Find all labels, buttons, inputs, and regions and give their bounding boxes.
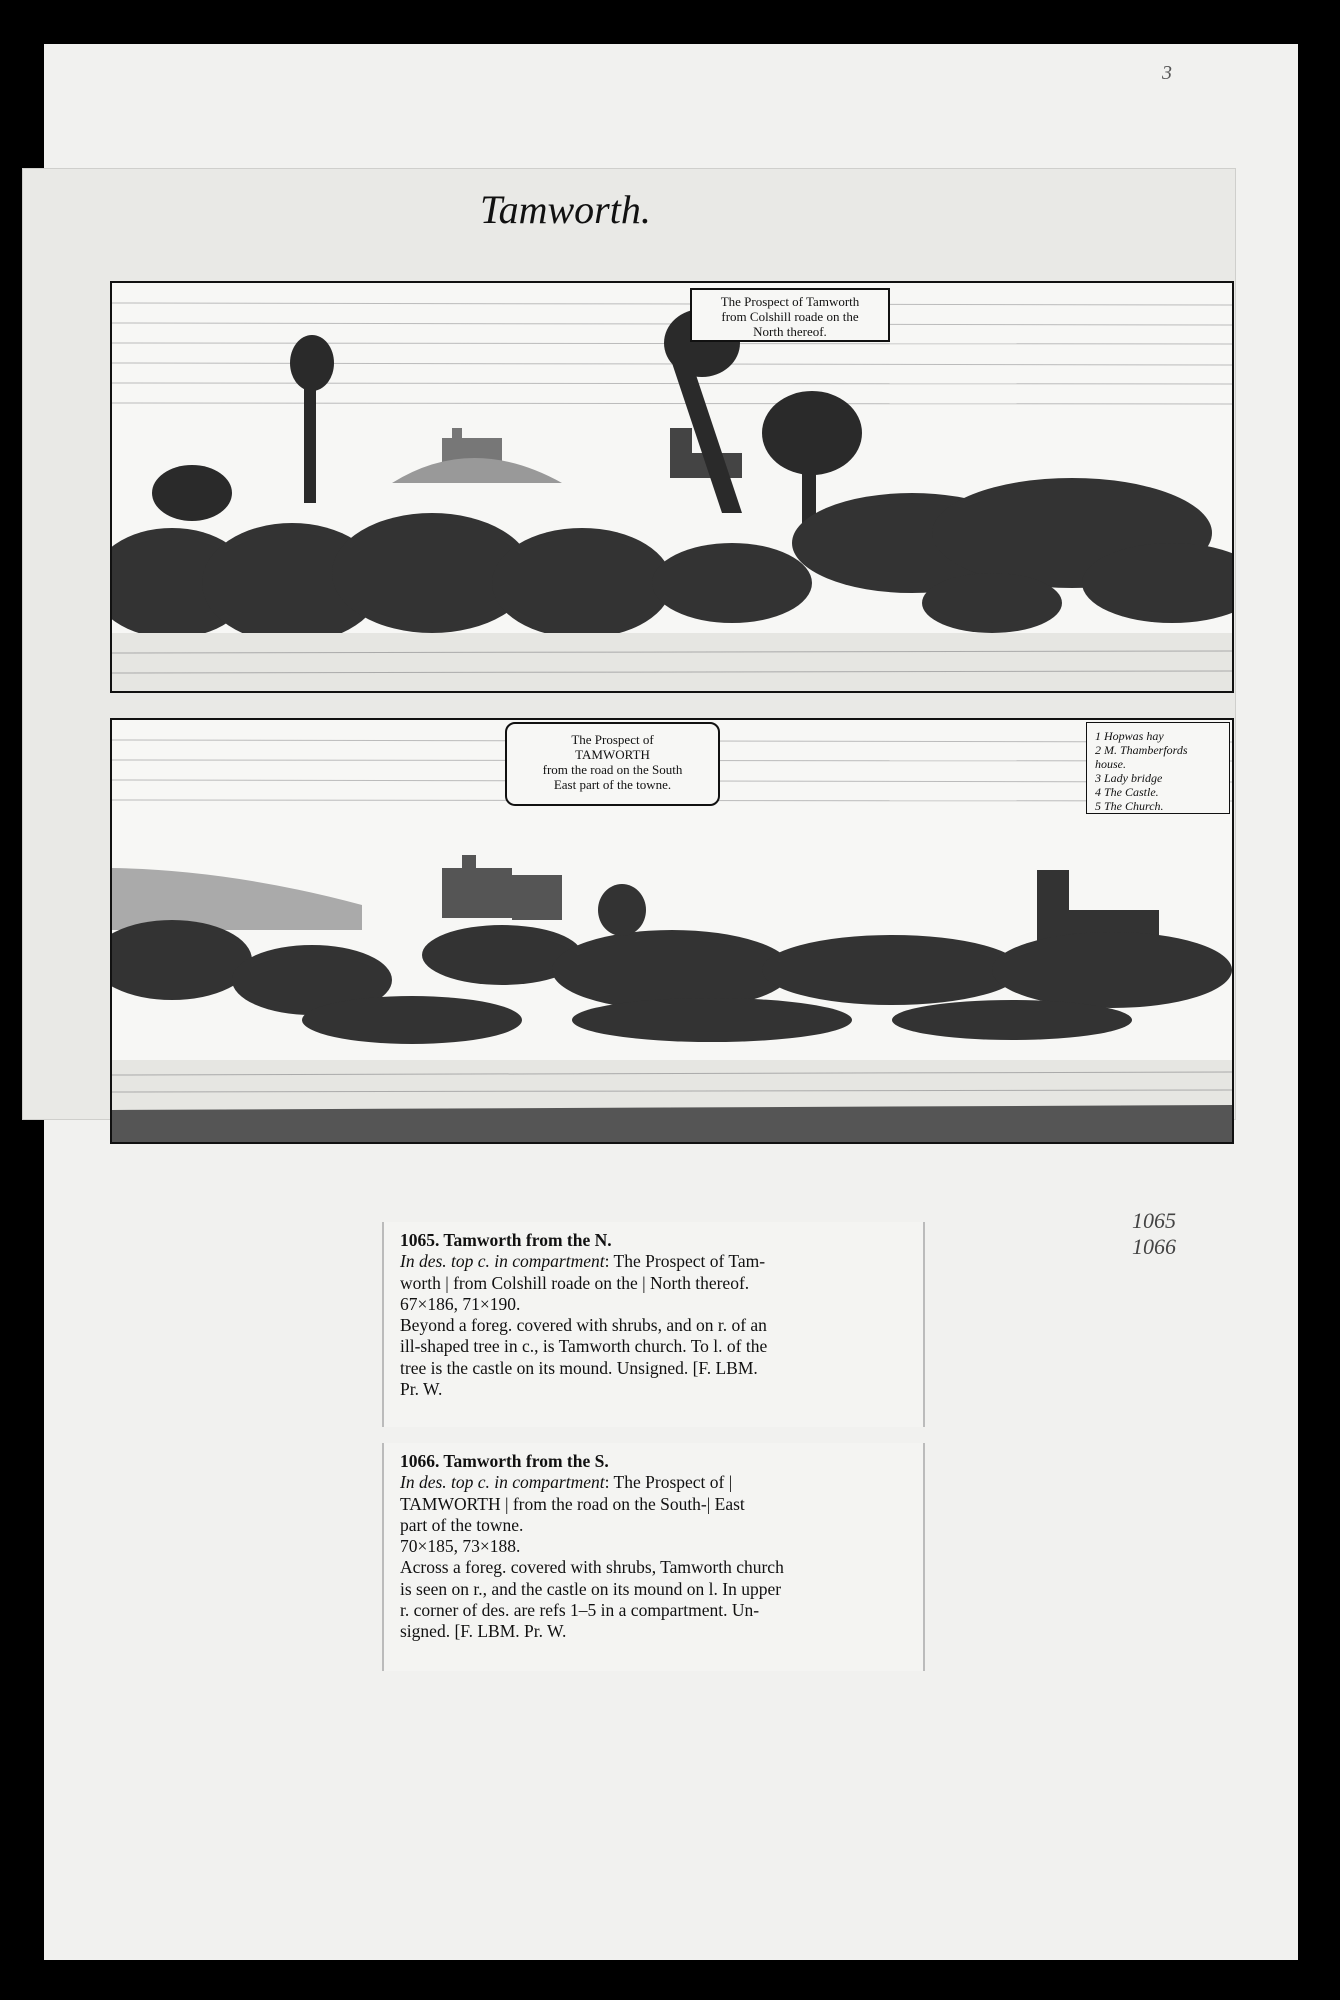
- entry-line: In des. top c. in compartment: The Prospect of Tam-: [400, 1251, 766, 1272]
- north-view-cartouche: [690, 288, 890, 342]
- inscription-label: In des. top c. in compartment: [400, 1472, 605, 1493]
- entry-line: TAMWORTH | from the road on the South-| East: [400, 1493, 745, 1514]
- reference-item: 3 Lady bridge: [1095, 771, 1163, 785]
- references-compartment: [1086, 722, 1230, 814]
- catalogue-entry-1066: [382, 1443, 925, 1671]
- cartouche-line: North thereof.: [753, 324, 827, 339]
- entry-text: The Prospect of Tam-: [613, 1251, 766, 1272]
- reference-item: 5 The Church.: [1095, 799, 1164, 813]
- cartouche-line: The Prospect of Tamworth: [720, 294, 860, 309]
- north-view-engraving: [110, 281, 1234, 693]
- entry-line: Pr. W.: [400, 1379, 443, 1400]
- entry-line: worth | from Colshill roade on the | North thereof.: [400, 1272, 750, 1293]
- handwritten-number: 1066: [1132, 1234, 1176, 1259]
- plate-title: Tamworth.: [480, 187, 651, 232]
- handwritten-numbers: [1132, 1208, 1176, 1260]
- cartouche-line: The Prospect of: [571, 732, 654, 747]
- entry-line: ill-shaped tree in c., is Tamworth church. To l. of the: [400, 1336, 768, 1357]
- cartouche-line: East part of the towne.: [553, 777, 672, 792]
- reference-item: 1 Hopwas hay: [1095, 729, 1164, 743]
- entry-heading: 1066. Tamworth from the S.: [400, 1451, 609, 1471]
- entry-line: is seen on r., and the castle on its mound on l. In upper: [400, 1578, 782, 1599]
- handwritten-number: 1065: [1132, 1208, 1176, 1233]
- reference-item: 4 The Castle.: [1095, 785, 1159, 799]
- entry-text: The Prospect of |: [613, 1472, 733, 1493]
- catalogue-entry-1065: [382, 1222, 925, 1427]
- entry-line: tree is the castle on its mound. Unsigned. [F. LBM.: [400, 1357, 758, 1378]
- entry-line: 67×186, 71×190.: [400, 1293, 521, 1314]
- entry-line: Beyond a foreg. covered with shrubs, and on r. of an: [400, 1315, 767, 1336]
- entry-line: signed. [F. LBM. Pr. W.: [400, 1621, 567, 1642]
- entry-line: part of the towne.: [400, 1514, 524, 1535]
- cartouche-line: from Colshill roade on the: [721, 309, 859, 324]
- cartouche-line: TAMWORTH: [575, 747, 650, 762]
- entry-heading: 1065. Tamworth from the N.: [400, 1230, 612, 1250]
- corner-mark: 3: [1162, 62, 1172, 84]
- reference-item: 2 M. Thamberfords house.: [1095, 743, 1188, 771]
- entry-line: In des. top c. in compartment: The Prospect of |: [400, 1472, 733, 1493]
- cartouche-line: from the road on the South: [542, 762, 683, 777]
- south-view-cartouche: [505, 722, 720, 806]
- inscription-label: In des. top c. in compartment: [400, 1251, 605, 1272]
- entry-line: r. corner of des. are refs 1–5 in a compartment. Un-: [400, 1600, 760, 1621]
- entry-line: Across a foreg. covered with shrubs, Tamworth church: [400, 1557, 784, 1578]
- entry-line: 70×185, 73×188.: [400, 1536, 521, 1557]
